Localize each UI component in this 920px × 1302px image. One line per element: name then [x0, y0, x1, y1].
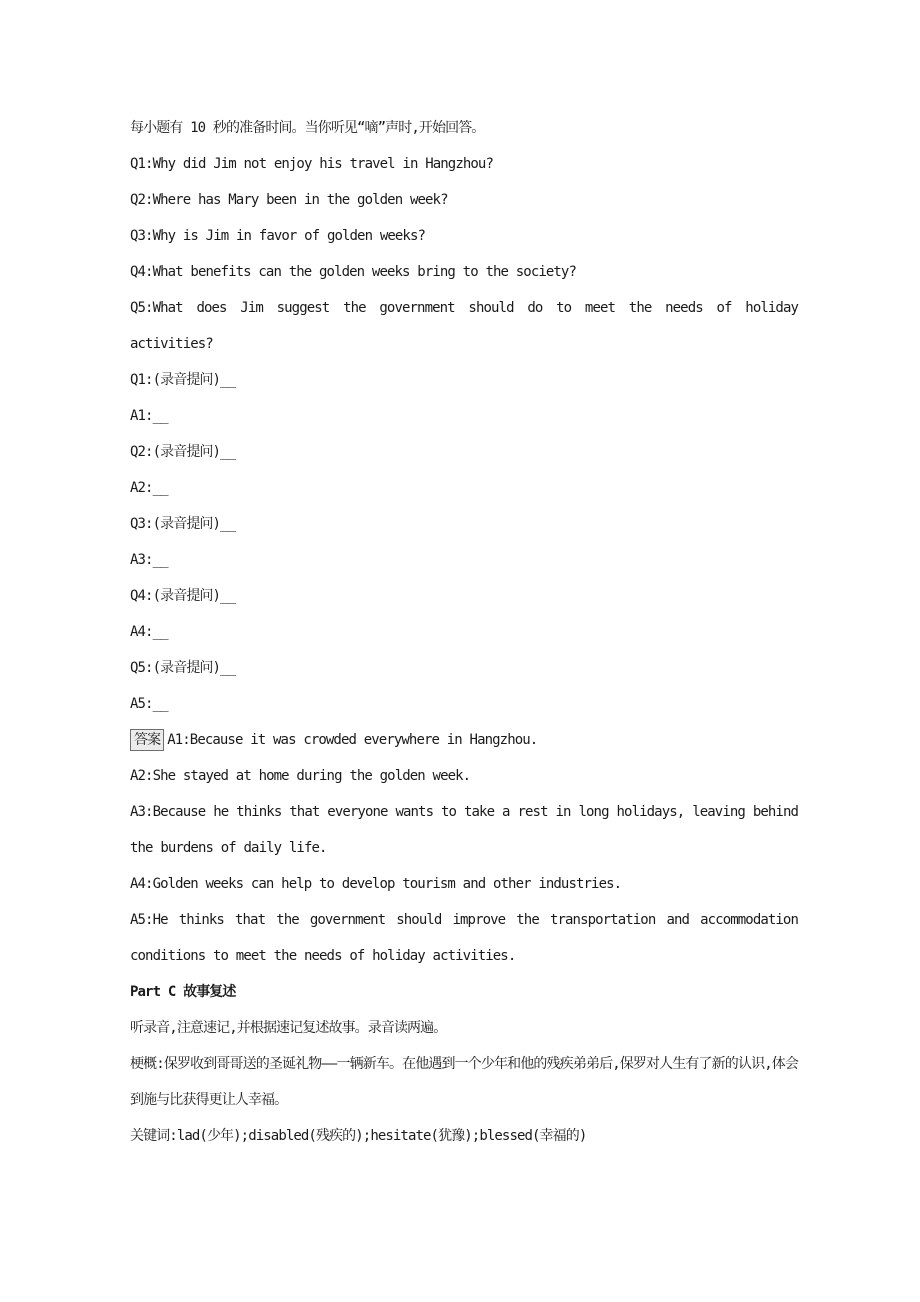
question-1: Q1:Why did Jim not enjoy his travel in Hangzhou? [130, 156, 493, 172]
answer-4: A4:Golden weeks can help to develop tourism and other industries. [130, 876, 622, 892]
blank-q5: Q5:(录音提问)__ [130, 660, 236, 676]
answer-3: A3:Because he thinks that everyone wants to take a rest in long holidays, leaving behind the burdens of daily life. [130, 804, 798, 856]
answer-1: A1:Because it was crowded everywhere in Hangzhou. [167, 732, 538, 748]
question-5: Q5:What does Jim suggest the government should do to meet the needs of holiday activities? [130, 300, 798, 352]
blank-a5: A5:__ [130, 696, 168, 712]
blank-q4: Q4:(录音提问)__ [130, 588, 236, 604]
answers-start-line [130, 722, 798, 758]
part-c-instruction: 听录音,注意速记,并根据速记复述故事。录音读两遍。 [130, 1020, 447, 1036]
part-c-heading: Part C 故事复述 [130, 984, 236, 1000]
blank-a3: A3:__ [130, 552, 168, 568]
answer-5: A5:He thinks that the government should improve the transportation and accommodation conditions to meet the needs of holiday activities. [130, 912, 798, 964]
question-3: Q3:Why is Jim in favor of golden weeks? [130, 228, 426, 244]
blank-q2: Q2:(录音提问)__ [130, 444, 236, 460]
blank-q1: Q1:(录音提问)__ [130, 372, 236, 388]
answer-badge: 答案 [130, 729, 164, 751]
blank-a4: A4:__ [130, 624, 168, 640]
part-c-keywords: 关键词:lad(少年);disabled(残疾的);hesitate(犹豫);blessed(幸福的) [130, 1128, 587, 1144]
answer-2: A2:She stayed at home during the golden week. [130, 768, 471, 784]
question-2: Q2:Where has Mary been in the golden week? [130, 192, 448, 208]
part-c-summary: 梗概:保罗收到哥哥送的圣诞礼物——一辆新车。在他遇到一个少年和他的残疾弟弟后,保罗对人生有了新的认识,体会到施与比获得更让人幸福。 [130, 1056, 798, 1108]
blank-q3: Q3:(录音提问)__ [130, 516, 236, 532]
blank-a1: A1:__ [130, 408, 168, 424]
question-4: Q4:What benefits can the golden weeks bring to the society? [130, 264, 576, 280]
blank-a2: A2:__ [130, 480, 168, 496]
prep-time-note: 每小题有 10 秒的准备时间。当你听见“嘀”声时,开始回答。 [130, 120, 485, 136]
